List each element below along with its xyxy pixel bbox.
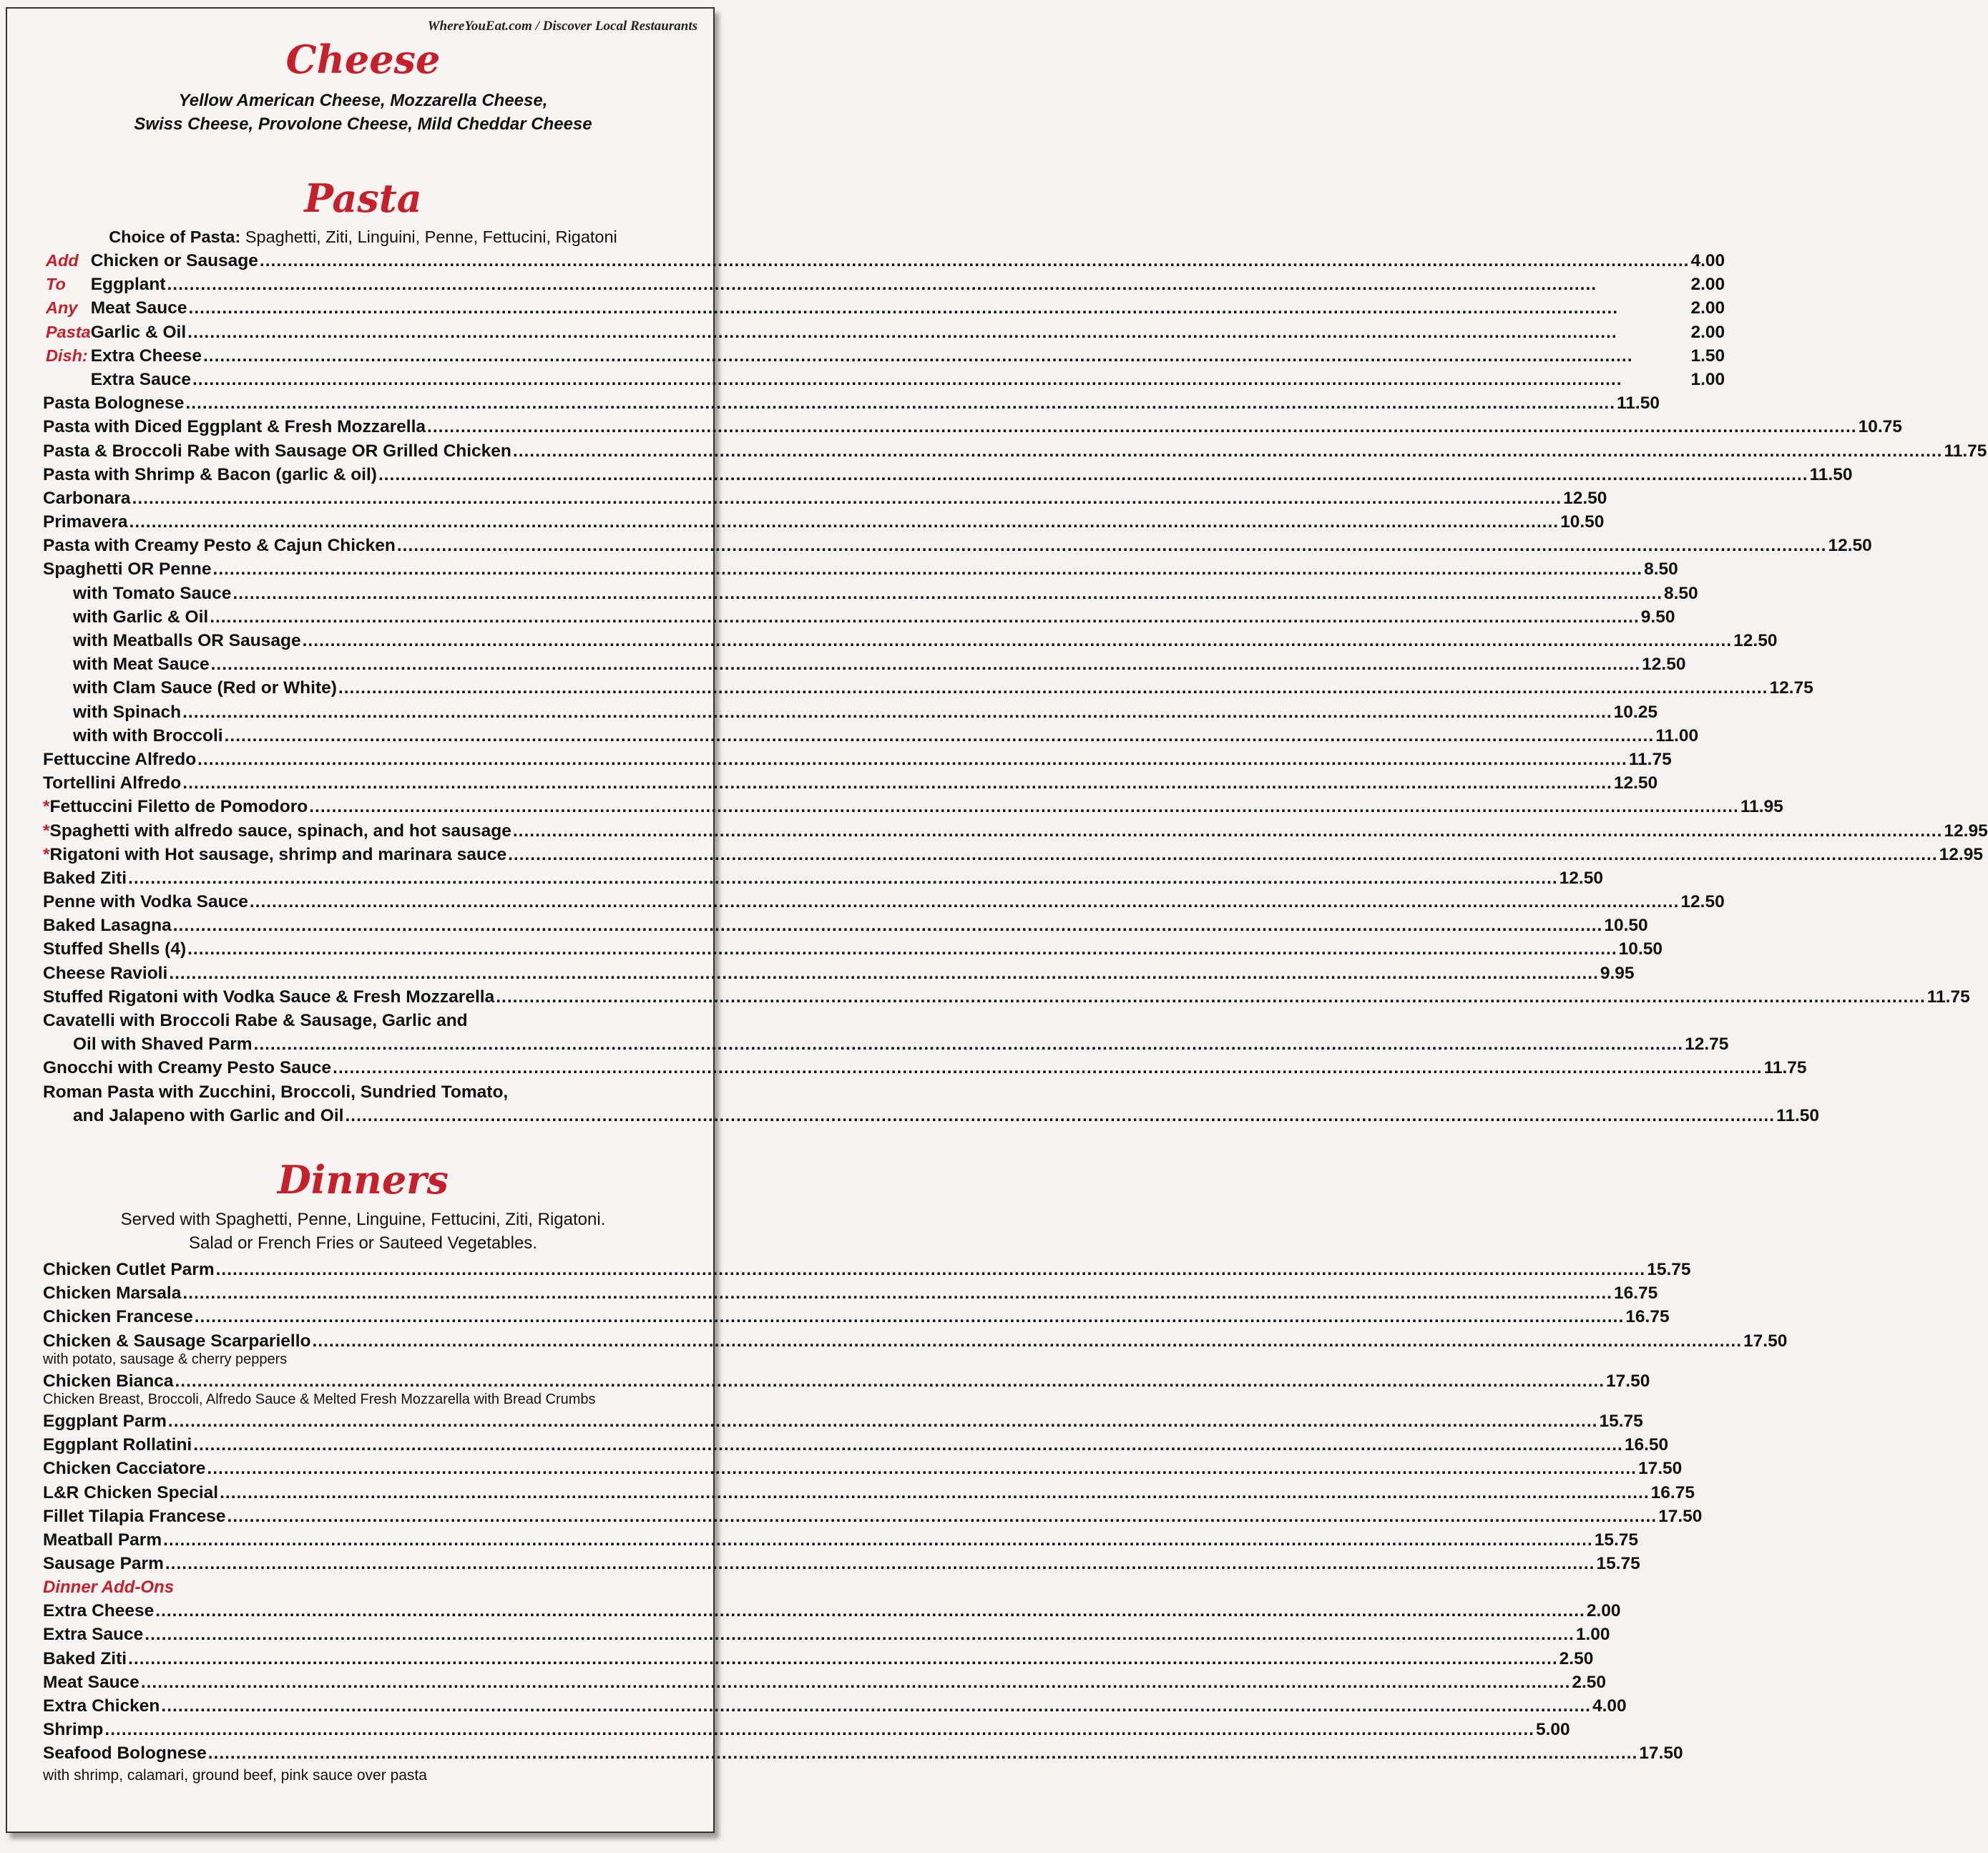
item-name: Primavera — [43, 512, 128, 532]
item-price: 17.50 — [1743, 1331, 1788, 1351]
item-name: Extra Sauce — [90, 369, 191, 389]
item-name: *Spaghetti with alfredo sauce, spinach, and hot sausage — [43, 821, 511, 841]
item-name: and Jalapeno with Garlic and Oil — [73, 1105, 344, 1125]
dinners-line-2: Salad or French Fries or Sauteed Vegetables. — [189, 1233, 537, 1253]
menu-item — [91, 273, 1725, 296]
cheese-section — [43, 36, 683, 136]
item-name: Meatball Parm — [43, 1530, 162, 1550]
menu-item — [91, 368, 1725, 391]
menu-item — [43, 1481, 1695, 1505]
menu-item — [43, 415, 1902, 439]
item-name: Oil with Shaved Parm — [73, 1035, 253, 1055]
item-name: Fillet Tilapia Francese — [43, 1506, 226, 1526]
menu-item — [43, 1369, 1650, 1393]
item-price: 12.50 — [1733, 631, 1778, 650]
item-price: 9.50 — [1640, 607, 1675, 627]
item-name: Stuffed Rigatoni with Vodka Sauce & Fresh Mozzarella — [43, 987, 495, 1007]
menu-item — [43, 1505, 1703, 1528]
item-name: Chicken or Sausage — [90, 251, 258, 270]
item-name: Cheese Ravioli — [43, 963, 168, 983]
menu-item — [91, 296, 1725, 320]
menu-item — [43, 629, 1778, 652]
menu-item — [43, 534, 1872, 557]
item-price: 12.95 — [1939, 844, 1983, 864]
item-name: with Meat Sauce — [73, 655, 210, 675]
item-price: 15.75 — [1596, 1554, 1640, 1574]
item-price: 8.50 — [1644, 559, 1678, 580]
item-name: Stuffed Shells (4) — [43, 939, 187, 959]
item-name: *Rigatoni with Hot sausage, shrimp and marinara sauce — [43, 844, 507, 864]
menu-item — [43, 890, 1725, 914]
item-price: 16.75 — [1650, 1482, 1695, 1502]
menu-item — [43, 510, 1605, 534]
dinner-addons-label: Dinner Add-Ons — [43, 1578, 175, 1598]
pasta-choice-text: Spaghetti, Ziti, Linguini, Penne, Fettucini, Rigatoni — [240, 228, 617, 246]
pasta-items — [43, 391, 1988, 1009]
star-icon: * — [43, 821, 50, 841]
item-price: 1.00 — [1690, 369, 1725, 389]
item-price: 11.75 — [1944, 441, 1987, 461]
item-name: Baked Lasagna — [43, 916, 172, 936]
item-price: 2.00 — [1690, 298, 1725, 318]
menu-item — [43, 1032, 1729, 1056]
seafood-note: with shrimp, calamari, ground beef, pink sauce over pasta — [43, 1766, 427, 1784]
item-price: 9.95 — [1600, 963, 1635, 983]
item-price: 12.75 — [1685, 1035, 1729, 1055]
item-price: 10.50 — [1560, 512, 1605, 532]
menu-item — [43, 1329, 1788, 1353]
menu-item — [43, 463, 1853, 487]
item-name: Pasta with Diced Eggplant & Fresh Mozzarella — [43, 417, 426, 437]
item-price: 12.95 — [1944, 821, 1988, 841]
menu-item — [43, 771, 1658, 795]
dinners-title: Dinners — [277, 1157, 449, 1203]
item-note: with potato, sausage & cherry peppers — [43, 1351, 288, 1367]
menu-item — [43, 1056, 1807, 1080]
item-name: Shrimp — [43, 1720, 104, 1740]
item-name: Extra Cheese — [43, 1601, 155, 1621]
pasta-choice — [43, 225, 683, 249]
menu-item — [43, 1409, 1643, 1433]
menu-item — [43, 843, 1983, 866]
item-name: Meat Sauce — [90, 298, 187, 318]
item-price: 12.75 — [1769, 678, 1813, 698]
pasta-choice-label: Choice of Pasta: — [109, 228, 241, 246]
menu-item — [43, 582, 1698, 605]
pasta-addons — [43, 249, 1725, 391]
item-name: Garlic & Oil — [90, 322, 187, 342]
item-name: Chicken Marsala — [43, 1284, 182, 1304]
item-price: 16.75 — [1613, 1284, 1658, 1304]
item-name: with Tomato Sauce — [73, 583, 232, 603]
menu-page — [6, 7, 1988, 1833]
item-name: Sausage Parm — [43, 1554, 164, 1574]
menu-item — [91, 344, 1725, 368]
dinner-addon-list — [43, 1599, 1683, 1765]
cheese-line-2: Swiss Cheese, Provolone Cheese, Mild Cheddar Cheese — [134, 114, 592, 134]
item-price: 16.50 — [1624, 1435, 1669, 1455]
item-name: Fettuccine Alfredo — [43, 749, 197, 769]
watermark: WhereYouEat.com / Discover Local Restaurants — [427, 19, 697, 34]
item-price: 8.50 — [1664, 583, 1698, 603]
item-price: 2.00 — [1586, 1601, 1621, 1621]
star-icon: * — [43, 797, 50, 817]
menu-item — [43, 1623, 1610, 1646]
item-name: with Spinach — [73, 702, 182, 722]
item-price: 2.00 — [1690, 275, 1725, 295]
item-name: Penne with Vodka Sauce — [43, 892, 248, 912]
pasta-title: Pasta — [304, 175, 422, 221]
menu-item — [43, 1457, 1683, 1480]
item-name: Carbonara — [43, 488, 131, 508]
menu-item — [43, 795, 1783, 818]
menu-item — [43, 1741, 1683, 1765]
item-name: Gnocchi with Creamy Pesto Sauce — [43, 1058, 332, 1078]
item-price: 4.00 — [1592, 1696, 1627, 1716]
menu-item — [43, 391, 1660, 415]
item-price: 15.75 — [1594, 1530, 1638, 1550]
cheese-line-1: Yellow American Cheese, Mozzarella Cheese, — [178, 91, 548, 110]
menu-item — [43, 1433, 1669, 1457]
cheese-title: Cheese — [285, 36, 441, 82]
menu-item — [43, 557, 1678, 581]
item-price: 11.75 — [1926, 987, 1970, 1007]
item-name: Extra Cheese — [90, 346, 202, 366]
menu-item — [43, 1718, 1570, 1741]
menu-item — [43, 985, 1970, 1009]
item-name: L&R Chicken Special — [43, 1482, 219, 1502]
menu-item — [43, 1599, 1621, 1623]
item-price: 2.50 — [1559, 1648, 1594, 1668]
item-price: 11.75 — [1628, 749, 1672, 769]
item-price: 2.50 — [1572, 1672, 1607, 1692]
menu-item — [43, 748, 1672, 771]
item-price: 4.00 — [1690, 251, 1725, 270]
item-name: Baked Ziti — [43, 1648, 127, 1668]
item-price: 17.50 — [1658, 1506, 1703, 1526]
item-price: 11.00 — [1655, 725, 1699, 745]
menu-item — [43, 652, 1686, 676]
menu-item — [43, 914, 1648, 937]
pasta-section — [43, 175, 1988, 1128]
item-name: with Garlic & Oil — [73, 607, 209, 627]
menu-item — [43, 1104, 1820, 1128]
item-price: 1.00 — [1575, 1625, 1610, 1645]
item-price: 10.75 — [1858, 417, 1902, 437]
item-name: Seafood Bolognese — [43, 1744, 207, 1764]
item-price: 17.50 — [1639, 1744, 1683, 1764]
item-price: 11.75 — [1763, 1058, 1807, 1078]
item-price: 12.50 — [1613, 773, 1658, 793]
item-price: 11.50 — [1617, 393, 1660, 414]
item-price: 11.50 — [1809, 464, 1853, 484]
item-name: Chicken Bianca — [43, 1371, 174, 1391]
item-price: 12.50 — [1828, 536, 1872, 556]
item-price: 12.50 — [1563, 488, 1607, 508]
item-name: Extra Sauce — [43, 1625, 144, 1645]
menu-item — [43, 1694, 1627, 1718]
item-note: Chicken Breast, Broccoli, Alfredo Sauce & Melted Fresh Mozzarella with Bread Crumbs — [43, 1391, 596, 1407]
item-price: 10.50 — [1604, 916, 1648, 936]
item-price: 12.50 — [1680, 892, 1725, 912]
menu-item — [91, 321, 1725, 344]
item-name: with Meatballs OR Sausage — [73, 631, 301, 650]
dinners-line-1: Served with Spaghetti, Penne, Linguine, Fettucini, Ziti, Rigatoni. — [120, 1210, 606, 1229]
item-name: Baked Ziti — [43, 868, 127, 888]
item-name: Chicken Cutlet Parm — [43, 1260, 215, 1279]
menu-item — [43, 439, 1987, 463]
item-name: Eggplant — [90, 275, 166, 295]
item-name: with Clam Sauce (Red or White) — [73, 678, 337, 698]
dinners-section — [43, 1157, 1788, 1785]
menu-item — [43, 1647, 1594, 1671]
menu-item — [43, 676, 1813, 700]
item-price: 17.50 — [1637, 1459, 1683, 1479]
menu-item — [43, 962, 1635, 985]
menu-item — [43, 605, 1675, 629]
item-price: 16.75 — [1625, 1307, 1670, 1327]
item-name: Chicken & Sausage Scarpariello — [43, 1331, 311, 1351]
menu-item — [43, 1258, 1691, 1281]
item-name: Extra Chicken — [43, 1696, 160, 1716]
menu-item — [43, 724, 1699, 748]
star-icon: * — [43, 844, 50, 864]
item-price: 11.50 — [1776, 1105, 1820, 1125]
pasta-addon-list — [91, 249, 1725, 391]
menu-item — [43, 819, 1988, 843]
item-name: Pasta with Creamy Pesto & Cajun Chicken — [43, 536, 396, 556]
menu-item — [43, 1281, 1658, 1305]
item-name: Pasta Bolognese — [43, 393, 185, 414]
item-price: 15.75 — [1599, 1411, 1643, 1431]
menu-item-line: Roman Pasta with Zucchini, Broccoli, Sundried Tomato, — [43, 1082, 509, 1102]
item-name: Tortellini Alfredo — [43, 773, 182, 793]
menu-item — [43, 1305, 1670, 1329]
item-price: 12.50 — [1642, 655, 1686, 675]
menu-item — [43, 700, 1658, 724]
item-name: Meat Sauce — [43, 1672, 139, 1692]
item-name: Spaghetti OR Penne — [43, 559, 212, 580]
menu-item — [43, 1528, 1638, 1552]
item-price: 10.50 — [1618, 939, 1663, 959]
menu-item — [43, 487, 1607, 510]
menu-item — [43, 1552, 1640, 1575]
menu-item — [43, 1671, 1607, 1694]
item-name: Eggplant Rollatini — [43, 1435, 192, 1455]
item-name: Chicken Cacciatore — [43, 1459, 206, 1479]
item-price: 17.50 — [1606, 1371, 1650, 1391]
item-name: Pasta with Shrimp & Bacon (garlic & oil) — [43, 464, 377, 484]
item-price: 12.50 — [1559, 868, 1603, 888]
item-name: Chicken Francese — [43, 1307, 193, 1327]
item-name: with with Broccoli — [73, 725, 223, 745]
item-price: 11.95 — [1740, 797, 1783, 817]
menu-item — [43, 866, 1603, 890]
dinner-items — [43, 1258, 1788, 1575]
item-name: *Fettuccini Filetto de Pomodoro — [43, 797, 308, 817]
item-price: 5.00 — [1535, 1720, 1570, 1740]
menu-item-line: Cavatelli with Broccoli Rabe & Sausage, Garlic and — [43, 1011, 468, 1030]
pasta-addon-label: Add To Any Pasta Dish: — [46, 251, 91, 365]
menu-item — [91, 249, 1725, 273]
menu-item — [43, 937, 1663, 961]
item-name: Pasta & Broccoli Rabe with Sausage OR Grilled Chicken — [43, 441, 511, 461]
item-price: 2.00 — [1690, 322, 1725, 342]
item-price: 15.75 — [1647, 1260, 1691, 1279]
item-price: 10.25 — [1613, 702, 1658, 722]
item-name: Eggplant Parm — [43, 1411, 167, 1431]
item-price: 1.50 — [1690, 346, 1725, 366]
